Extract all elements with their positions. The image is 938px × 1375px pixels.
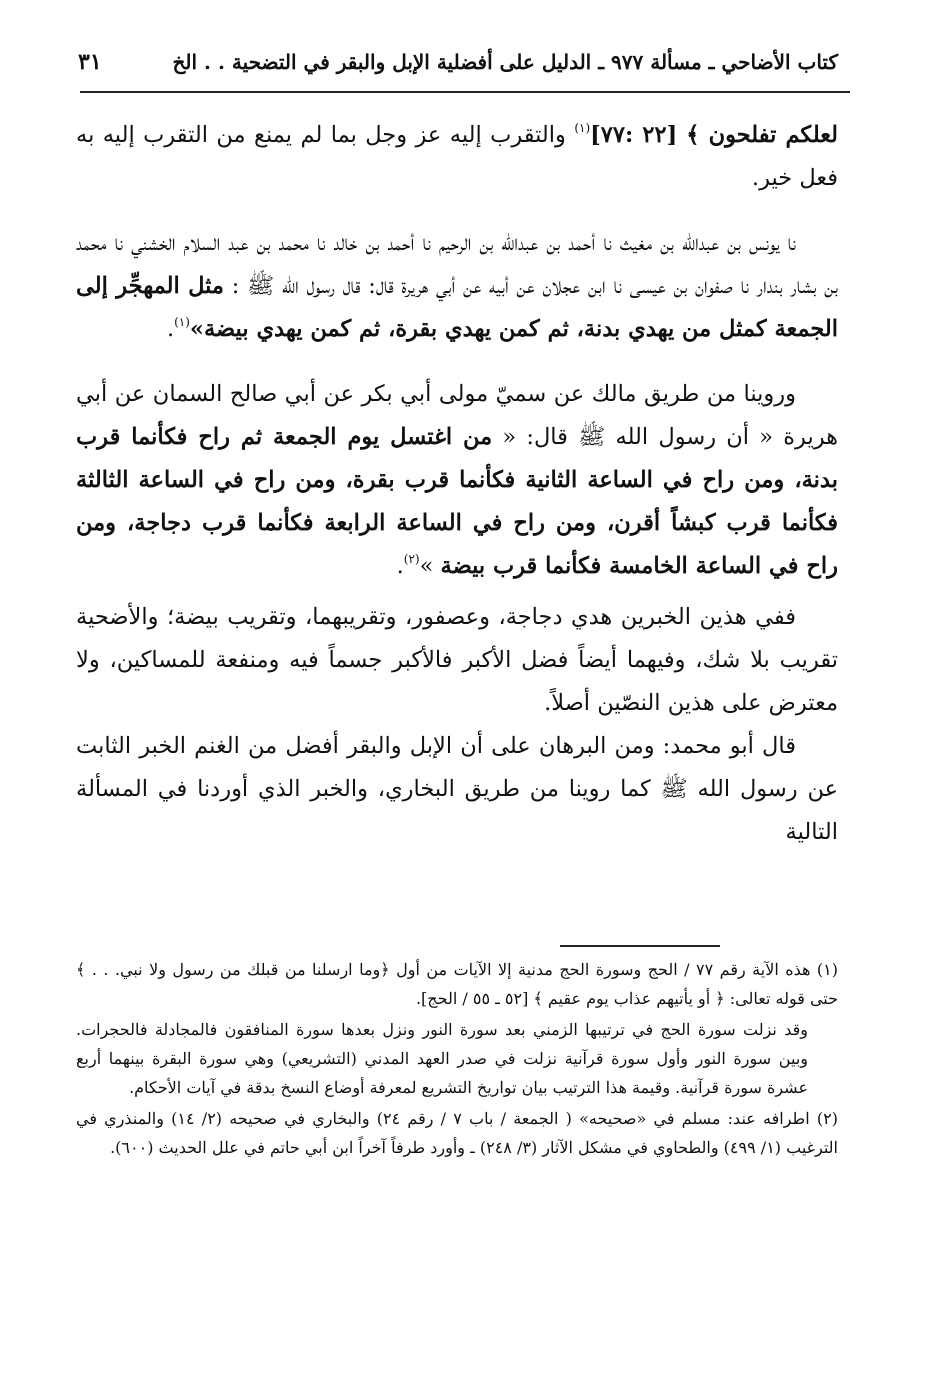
footnote-1: (١) هذه الآية رقم ٧٧ / الحج وسورة الحج مدنية إلا الآيات من أول ﴿وما ارسلنا من قبلك من رسول ولا نبي. . . ﴾ حتى قوله تعالى: ﴿ أو يأتيهم عذاب يوم عقيم ﴾ [٥٢ ـ ٥٥ / الحج]. bbox=[76, 960, 838, 1008]
footnote-ref-1: (١) bbox=[574, 121, 591, 135]
main-text bbox=[76, 114, 838, 854]
paragraph-2-hadith: مثل المهجِّر إلى الجمعة كمثل من يهدي بدنة، ثم كمن يهدي بقرة، ثم كمن يهدي بيضة» bbox=[76, 273, 838, 342]
running-header bbox=[78, 42, 838, 82]
paragraph-3-close: » bbox=[419, 553, 441, 579]
paragraph-4 bbox=[76, 596, 838, 725]
paragraph-3-isnad: وروينا من طريق مالك عن سميّ مولى أبي بكر عن أبي صالح السمان عن أبي هريرة « أن رسول الله ﷺ قال: « bbox=[76, 381, 839, 450]
paragraph-3-end: . bbox=[396, 553, 404, 579]
paragraph-3 bbox=[76, 373, 838, 588]
paragraph-4-text: ففي هذين الخبرين هدي دجاجة، وعصفور، وتقريبهما، وتقريب بيضة؛ والأضحية تقريب بلا شك، وفيهما أيضاً فضل الأكبر فالأكبر جسماً فيه ومنفعة للمساكين، ولا معترض على هذين النصّين أصلاً. bbox=[76, 604, 838, 716]
paragraph-2-end: . bbox=[166, 316, 175, 342]
paragraph-2-isnad: نا يونس بن عبدالله بن مغيث نا أحمد بن عبدالله بن الرحيم نا أحمد بن خالد نا محمد بن عبد السلام الخشني نا محمد بن بشار بندار نا صفوان بن عيسى نا ابن عجلان عن أبيه عن أبي هريرة قال: قال رسول الله ﷺ : bbox=[76, 230, 838, 299]
header-title: كتاب الأضاحي ـ مسألة ٩٧٧ ـ الدليل على أفضلية الإبل والبقر في التضحية . . الخ bbox=[172, 50, 838, 74]
paragraph-1-text: والتقرب إليه عز وجل بما لم يمنع من التقرب إليه به فعل خير. bbox=[76, 122, 838, 191]
footnote-1-continued: وقد نزلت سورة الحج في ترتيبها الزمني بعد سورة النور ونزل بعدها سورة المنافقون فالمجادلة فالحجرات. وبين سورة النور وأول سورة قرآنية نزلت في صدر العهد المدني (التشريعي) وهي سورة البقرة بينهما أربع عشرة سورة قرآنية. وقيمة هذا الترتيب بيان تواريخ التشريع لمعرفة أوضاع النسخ بدقة في آيات الأحكام. bbox=[76, 1020, 808, 1097]
footnote-divider bbox=[560, 945, 720, 947]
header-divider bbox=[80, 91, 850, 93]
footnotes bbox=[76, 955, 838, 1164]
footnote-2: (٢) اطرافه عند: مسلم في «صحيحه» ( الجمعة / باب ٧ / رقم ٢٤) والبخاري في صحيحه (٢/ ١٤) والمنذري في الترغيب (١/ ٤٩٩) والطحاوي في مشكل الآثار (٣/ ٢٤٨) ـ وأورد طرفاً آخراً ابن أبي حاتم في علل الحديث (٦٠٠). bbox=[76, 1109, 838, 1157]
paragraph-2 bbox=[76, 222, 838, 351]
paragraph-1 bbox=[76, 114, 838, 200]
page-number: ٣١ bbox=[78, 49, 102, 75]
paragraph-5 bbox=[76, 725, 838, 854]
paragraph-3-hadith: من اغتسل يوم الجمعة ثم راح فكأنما قرب بدنة، ومن راح في الساعة الثانية فكأنما قرب بقرة، ومن راح في الساعة الثالثة فكأنما قرب كبشاً أقرن، ومن راح في الساعة الرابعة فكأنما قرب دجاجة، ومن راح في الساعة الخامسة فكأنما قرب بيضة bbox=[76, 424, 838, 579]
paragraph-5-text: قال أبو محمد: ومن البرهان على أن الإبل والبقر أفضل من الغنم الخبر الثابت عن رسول الله ﷺ كما روينا من طريق البخاري، والخبر الذي أوردنا في المسألة التالية bbox=[76, 733, 838, 845]
footnote-ref-2: (٢) bbox=[403, 552, 420, 566]
footnote-ref-1b: (١) bbox=[174, 315, 190, 329]
quran-verse-end: لعلكم تفلحون ﴾ [٢٢ :٧٧] bbox=[590, 122, 839, 148]
